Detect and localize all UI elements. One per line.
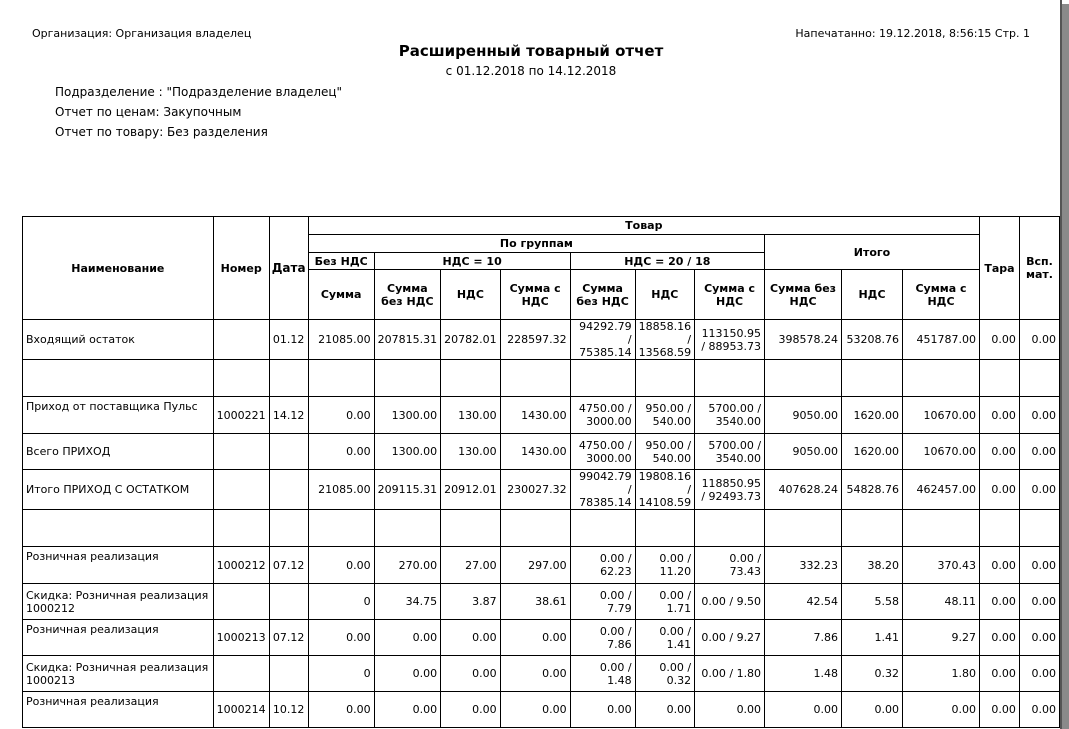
cell-date: 10.12 [269,692,308,728]
cell-date [269,470,308,510]
cell-total-sum-with-vat: 9.27 [903,620,980,656]
cell-vat-10: 20782.01 [441,320,501,360]
sub-sum-header: Сумма [308,270,374,320]
cell-sum: 0.00 [308,692,374,728]
cell-tara: 0.00 [979,620,1019,656]
col-vat10-header: НДС = 10 [374,253,570,270]
cell-date: 14.12 [269,397,308,434]
cell-total-sum-no-vat: 407628.24 [765,470,842,510]
cell-sum-no-vat-10: 0.00 [374,620,441,656]
cell-name [23,510,214,547]
cell-number: 1000213 [213,620,269,656]
cell-sum-no-vat-20: 99042.79 / 78385.14 [570,470,635,510]
table-row [23,434,1060,470]
cell-vat-20: 19808.16 / 14108.59 [635,470,695,510]
sub-vat-header: НДС [635,270,695,320]
sub-sum-with-vat-header: Сумма с НДС [695,270,765,320]
cell-total-vat: 1620.00 [842,397,903,434]
report-table [22,216,1060,728]
cell-total-sum-no-vat: 1.48 [765,656,842,692]
cell-sum: 0 [308,584,374,620]
cell-date [269,584,308,620]
sub-sum-no-vat-header: Сумма без НДС [374,270,441,320]
cell-tara: 0.00 [979,692,1019,728]
cell-total-sum-with-vat [903,510,980,547]
col-name-header: Наименование [23,217,214,320]
cell-name [23,360,214,397]
table-row [23,620,1060,656]
cell-tara [979,510,1019,547]
cell-sum-with-vat-10: 38.61 [500,584,570,620]
table-row [23,584,1060,620]
cell-aux: 0.00 [1019,692,1059,728]
cell-sum-no-vat-10: 209115.31 [374,470,441,510]
cell-aux: 0.00 [1019,320,1059,360]
cell-vat-20: 0.00 / 0.32 [635,656,695,692]
cell-sum-with-vat-10: 297.00 [500,547,570,584]
cell-sum-no-vat-20: 94292.79 / 75385.14 [570,320,635,360]
cell-sum-with-vat-10: 1430.00 [500,434,570,470]
cell-sum-no-vat-10: 0.00 [374,692,441,728]
cell-sum: 0.00 [308,434,374,470]
cell-total-sum-no-vat [765,510,842,547]
table-row [23,320,1060,360]
cell-aux: 0.00 [1019,584,1059,620]
cell-sum-with-vat-10: 1430.00 [500,397,570,434]
printed-timestamp: Напечатанно: 19.12.2018, 8:56:15 Стр. 1 [795,27,1030,40]
cell-vat-20: 0.00 / 11.20 [635,547,695,584]
cell-vat-20 [635,510,695,547]
cell-number [213,470,269,510]
cell-total-vat: 53208.76 [842,320,903,360]
col-total-header: Итого [765,235,980,270]
cell-sum: 21085.00 [308,320,374,360]
cell-sum-with-vat-10 [500,360,570,397]
organization-label: Организация: Организация владелец [32,27,252,40]
report-title: Расширенный товарный отчет [398,42,664,60]
cell-name: Розничная реализация [23,692,214,728]
cell-total-sum-with-vat: 462457.00 [903,470,980,510]
cell-sum-with-vat-20: 0.00 / 1.80 [695,656,765,692]
cell-sum-no-vat-10: 207815.31 [374,320,441,360]
cell-tara: 0.00 [979,656,1019,692]
col-no-vat-header: Без НДС [308,253,374,270]
sub-sum-no-vat-header: Сумма без НДС [570,270,635,320]
cell-total-vat: 1620.00 [842,434,903,470]
cell-number [213,434,269,470]
cell-sum-with-vat-20 [695,510,765,547]
col-goods-header: Товар [308,217,979,235]
cell-tara: 0.00 [979,470,1019,510]
cell-sum-no-vat-10: 1300.00 [374,434,441,470]
cell-total-sum-no-vat: 42.54 [765,584,842,620]
cell-date [269,510,308,547]
cell-total-sum-no-vat: 398578.24 [765,320,842,360]
cell-sum-with-vat-20: 5700.00 / 3540.00 [695,434,765,470]
cell-number: 1000214 [213,692,269,728]
cell-tara: 0.00 [979,397,1019,434]
cell-vat-20: 0.00 [635,692,695,728]
cell-sum-no-vat-10 [374,360,441,397]
table-row [23,510,1060,547]
cell-date: 07.12 [269,620,308,656]
cell-sum-with-vat-20: 118850.95 / 92493.73 [695,470,765,510]
cell-date [269,360,308,397]
goods-report-label: Отчет по товару: Без разделения [55,125,268,139]
table-row [23,360,1060,397]
cell-vat-20: 950.00 / 540.00 [635,434,695,470]
cell-total-vat: 0.00 [842,692,903,728]
cell-aux [1019,360,1059,397]
cell-tara [979,360,1019,397]
cell-vat-20: 950.00 / 540.00 [635,397,695,434]
cell-total-sum-with-vat: 0.00 [903,692,980,728]
cell-sum-no-vat-20: 0.00 / 1.48 [570,656,635,692]
cell-total-sum-no-vat: 9050.00 [765,434,842,470]
cell-number: 1000212 [213,547,269,584]
cell-vat-10: 27.00 [441,547,501,584]
cell-number [213,360,269,397]
cell-sum-with-vat-10: 0.00 [500,692,570,728]
col-date-header: Дата [269,217,308,320]
cell-sum-with-vat-20: 0.00 [695,692,765,728]
col-vat20-header: НДС = 20 / 18 [570,253,764,270]
cell-date [269,434,308,470]
cell-sum-no-vat-20 [570,510,635,547]
col-by-groups-header: По группам [308,235,764,253]
cell-total-sum-with-vat: 370.43 [903,547,980,584]
cell-sum-no-vat-10: 0.00 [374,656,441,692]
cell-vat-10: 130.00 [441,397,501,434]
page-shadow [1062,4,1069,729]
cell-name: Входящий остаток [23,320,214,360]
cell-tara: 0.00 [979,434,1019,470]
cell-vat-10: 20912.01 [441,470,501,510]
cell-vat-20: 0.00 / 1.71 [635,584,695,620]
cell-sum: 0.00 [308,620,374,656]
cell-aux: 0.00 [1019,470,1059,510]
cell-sum-no-vat-20: 4750.00 / 3000.00 [570,434,635,470]
cell-total-vat [842,360,903,397]
cell-total-sum-with-vat: 10670.00 [903,397,980,434]
table-row [23,692,1060,728]
cell-sum-no-vat-10: 34.75 [374,584,441,620]
cell-name: Приход от поставщика Пульс [23,397,214,434]
cell-vat-20 [635,360,695,397]
cell-sum-no-vat-20: 0.00 / 7.79 [570,584,635,620]
cell-number: 1000221 [213,397,269,434]
table-row [23,547,1060,584]
cell-date: 07.12 [269,547,308,584]
cell-vat-10 [441,510,501,547]
cell-vat-10: 0.00 [441,656,501,692]
cell-sum-with-vat-10: 230027.32 [500,470,570,510]
cell-name: Розничная реализация [23,547,214,584]
sub-sum-with-vat-header: Сумма с НДС [500,270,570,320]
cell-vat-10: 3.87 [441,584,501,620]
cell-total-vat: 0.32 [842,656,903,692]
cell-sum-no-vat-20: 0.00 / 7.86 [570,620,635,656]
cell-total-vat: 1.41 [842,620,903,656]
cell-sum-with-vat-20: 0.00 / 73.43 [695,547,765,584]
cell-date [269,656,308,692]
cell-total-sum-no-vat: 9050.00 [765,397,842,434]
cell-sum-with-vat-20: 113150.95 / 88953.73 [695,320,765,360]
cell-sum-no-vat-20 [570,360,635,397]
cell-sum: 0.00 [308,397,374,434]
cell-sum-with-vat-20: 5700.00 / 3540.00 [695,397,765,434]
table-row [23,470,1060,510]
division-label: Подразделение : "Подразделение владелец" [55,85,343,99]
cell-number [213,656,269,692]
cell-aux: 0.00 [1019,547,1059,584]
cell-sum [308,360,374,397]
cell-sum-with-vat-10: 228597.32 [500,320,570,360]
cell-total-sum-with-vat: 1.80 [903,656,980,692]
cell-aux: 0.00 [1019,434,1059,470]
cell-sum-with-vat-20: 0.00 / 9.50 [695,584,765,620]
cell-sum-no-vat-20: 0.00 [570,692,635,728]
total-vat-header: НДС [842,270,903,320]
total-sum-with-vat-header: Сумма с НДС [903,270,980,320]
cell-vat-10: 130.00 [441,434,501,470]
cell-total-vat: 38.20 [842,547,903,584]
cell-total-sum-no-vat: 7.86 [765,620,842,656]
cell-sum: 21085.00 [308,470,374,510]
cell-number [213,320,269,360]
cell-sum-no-vat-10: 270.00 [374,547,441,584]
cell-aux: 0.00 [1019,656,1059,692]
cell-total-sum-with-vat: 451787.00 [903,320,980,360]
cell-aux [1019,510,1059,547]
sub-vat-header: НДС [441,270,501,320]
col-number-header: Номер [213,217,269,320]
cell-total-sum-with-vat [903,360,980,397]
cell-date: 01.12 [269,320,308,360]
report-period: с 01.12.2018 по 14.12.2018 [445,64,617,78]
cell-tara: 0.00 [979,547,1019,584]
cell-aux: 0.00 [1019,397,1059,434]
total-sum-no-vat-header: Сумма без НДС [765,270,842,320]
cell-sum-with-vat-20: 0.00 / 9.27 [695,620,765,656]
cell-total-vat: 54828.76 [842,470,903,510]
table-row [23,656,1060,692]
cell-total-vat [842,510,903,547]
cell-sum: 0.00 [308,547,374,584]
cell-sum: 0 [308,656,374,692]
cell-name: Скидка: Розничная реализация 1000213 [23,656,214,692]
cell-total-sum-no-vat: 332.23 [765,547,842,584]
cell-vat-10: 0.00 [441,692,501,728]
cell-name: Скидка: Розничная реализация 1000212 [23,584,214,620]
cell-sum [308,510,374,547]
cell-sum-no-vat-20: 0.00 / 62.23 [570,547,635,584]
price-report-label: Отчет по ценам: Закупочным [55,105,242,119]
cell-sum-no-vat-20: 4750.00 / 3000.00 [570,397,635,434]
cell-vat-20: 18858.16 / 13568.59 [635,320,695,360]
cell-total-vat: 5.58 [842,584,903,620]
cell-vat-10: 0.00 [441,620,501,656]
cell-sum-with-vat-10: 0.00 [500,620,570,656]
cell-sum-no-vat-10: 1300.00 [374,397,441,434]
cell-total-sum-with-vat: 48.11 [903,584,980,620]
col-aux-header: Всп. мат. [1019,217,1059,320]
cell-total-sum-no-vat [765,360,842,397]
cell-total-sum-no-vat: 0.00 [765,692,842,728]
cell-tara: 0.00 [979,584,1019,620]
cell-name: Итого ПРИХОД С ОСТАТКОМ [23,470,214,510]
cell-sum-no-vat-10 [374,510,441,547]
cell-aux: 0.00 [1019,620,1059,656]
col-tara-header: Тара [979,217,1019,320]
cell-name: Всего ПРИХОД [23,434,214,470]
cell-tara: 0.00 [979,320,1019,360]
cell-sum-with-vat-20 [695,360,765,397]
cell-vat-20: 0.00 / 1.41 [635,620,695,656]
cell-name: Розничная реализация [23,620,214,656]
cell-number [213,510,269,547]
cell-sum-with-vat-10 [500,510,570,547]
table-row [23,397,1060,434]
cell-number [213,584,269,620]
cell-vat-10 [441,360,501,397]
cell-total-sum-with-vat: 10670.00 [903,434,980,470]
cell-sum-with-vat-10: 0.00 [500,656,570,692]
